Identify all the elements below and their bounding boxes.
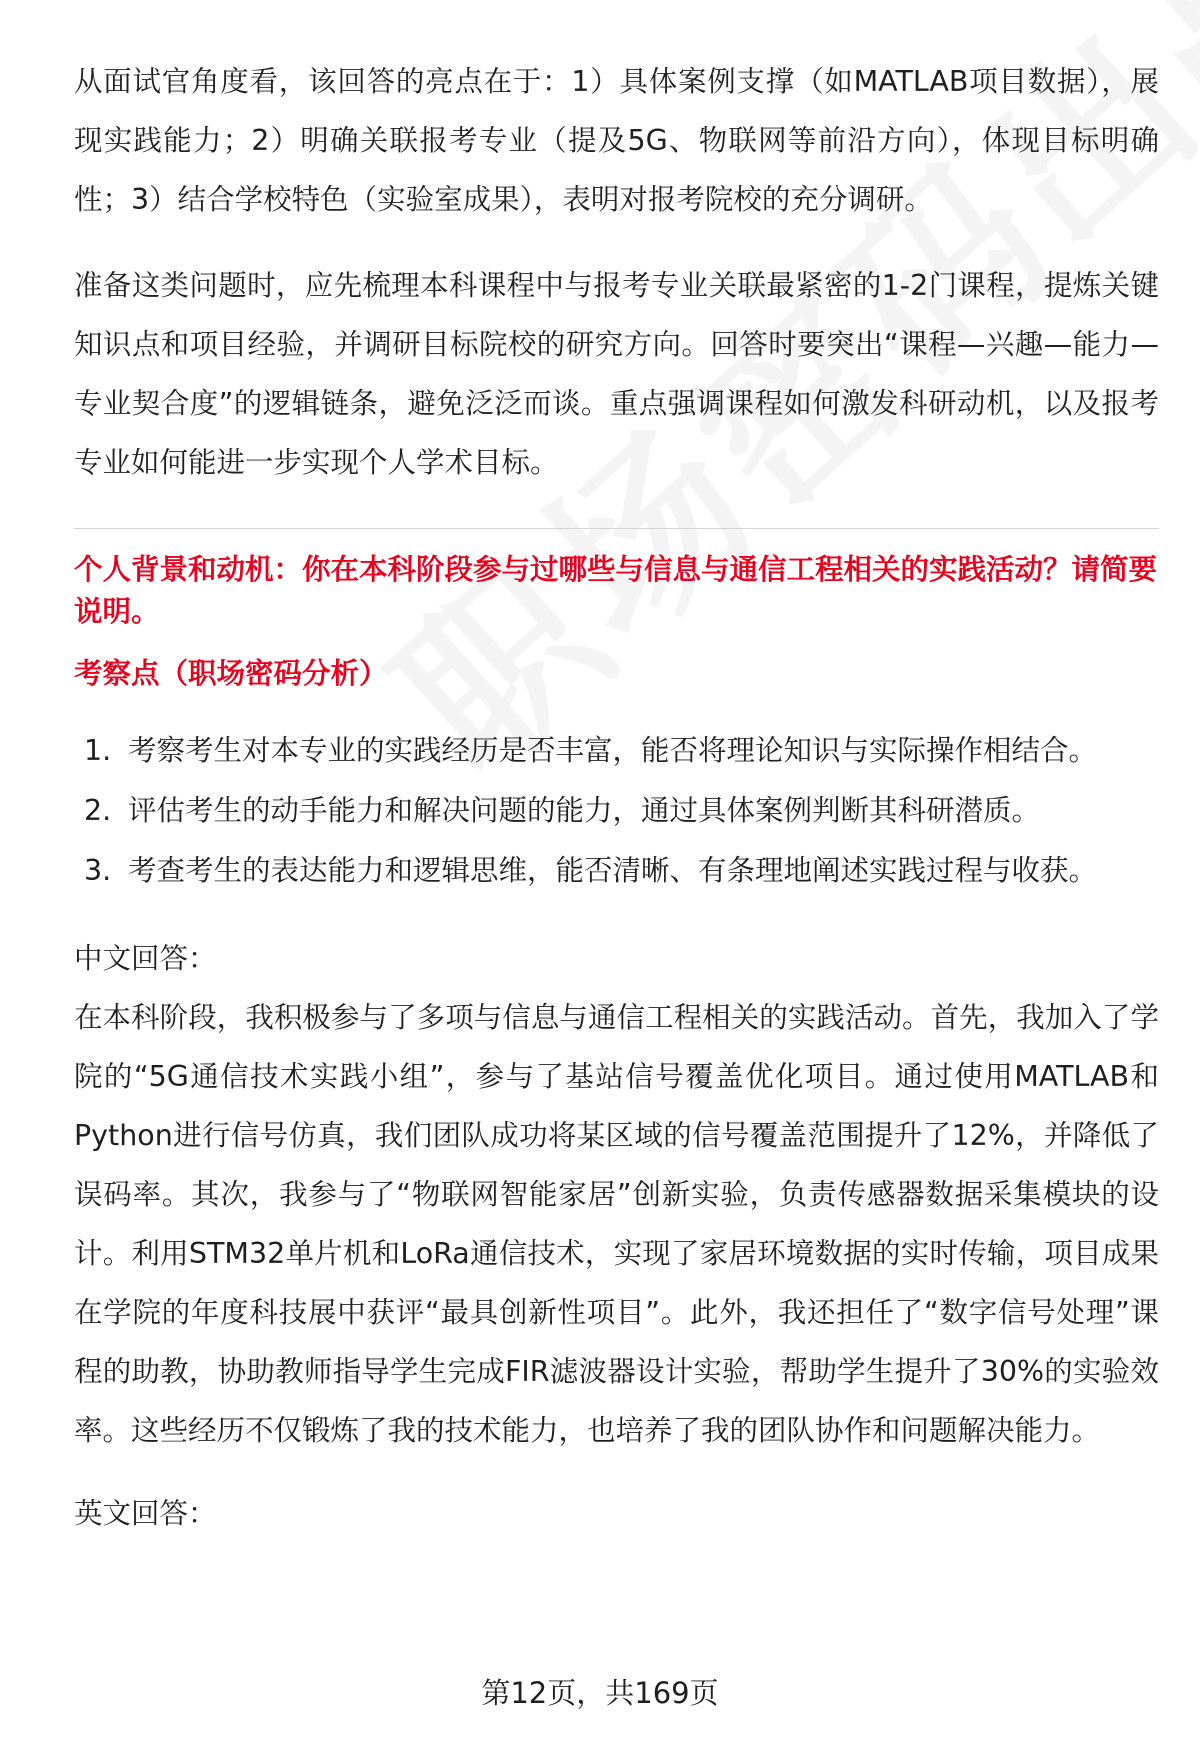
- section-divider: [74, 528, 1159, 529]
- intro-paragraph-2: 准备这类问题时，应先梳理本科课程中与报考专业关联最紧密的1-2门课程，提炼关键知识点和项目经验，并调研目标院校的研究方向。回答时要突出“课程—兴趣—能力—专业契合度”的逻辑链条，避免泛泛而谈。重点强调课程如何激发科研动机，以及报考专业如何能进一步实现个人学术目标。: [74, 269, 1159, 479]
- list-item-number: 1.: [84, 734, 112, 767]
- page-number-footer: 第12页，共169页: [481, 1676, 719, 1710]
- list-item-number: 3.: [84, 854, 112, 887]
- english-answer-label: 英文回答：: [74, 1497, 217, 1530]
- list-item-text: 考查考生的表达能力和逻辑思维，能否清晰、有条理地阐述实践过程与收获。: [128, 854, 1098, 887]
- list-item: [74, 781, 1159, 841]
- list-item: [74, 721, 1159, 781]
- list-item-text: 考察考生对本专业的实践经历是否丰富，能否将理论知识与实际操作相结合。: [128, 734, 1098, 767]
- list-item-number: 2.: [84, 794, 112, 827]
- focus-points-list: [74, 721, 1159, 901]
- chinese-answer-text: 在本科阶段，我积极参与了多项与信息与通信工程相关的实践活动。首先，我加入了学院的“5G通信技术实践小组”，参与了基站信号覆盖优化项目。通过使用MATLAB和Python进行信号仿真，我们团队成功将某区域的信号覆盖范围提升了12%，并降低了误码率。其次，我参与了“物联网智能家居”创新实验，负责传感器数据采集模块的设计。利用STM32单片机和LoRa通信技术，实现了家居环境数据的实时传输，项目成果在学院的年度科技展中获评“最具创新性项目”。此外，我还担任了“数字信号处理”课程的助教，协助教师指导学生完成FIR滤波器设计实验，帮助学生提升了30%的实验效率。这些经历不仅锻炼了我的技术能力，也培养了我的团队协作和问题解决能力。: [74, 1001, 1159, 1447]
- question-title: 个人背景和动机：你在本科阶段参与过哪些与信息与通信工程相关的实践活动？请简要说明。: [74, 553, 1158, 628]
- intro-paragraph-1: 从面试官角度看，该回答的亮点在于：1）具体案例支撑（如MATLAB项目数据），展现实践能力；2）明确关联报考专业（提及5G、物联网等前沿方向），体现目标明确性；3）结合学校特色（实验室成果），表明对报考院校的充分调研。: [74, 65, 1159, 216]
- list-item-text: 评估考生的动手能力和解决问题的能力，通过具体案例判断其科研潜质。: [128, 794, 1041, 827]
- list-item: [74, 841, 1159, 901]
- focus-heading: 考察点（职场密码分析）: [74, 657, 388, 690]
- page-content: [74, 52, 1159, 1543]
- chinese-answer-label: 中文回答：: [74, 942, 217, 975]
